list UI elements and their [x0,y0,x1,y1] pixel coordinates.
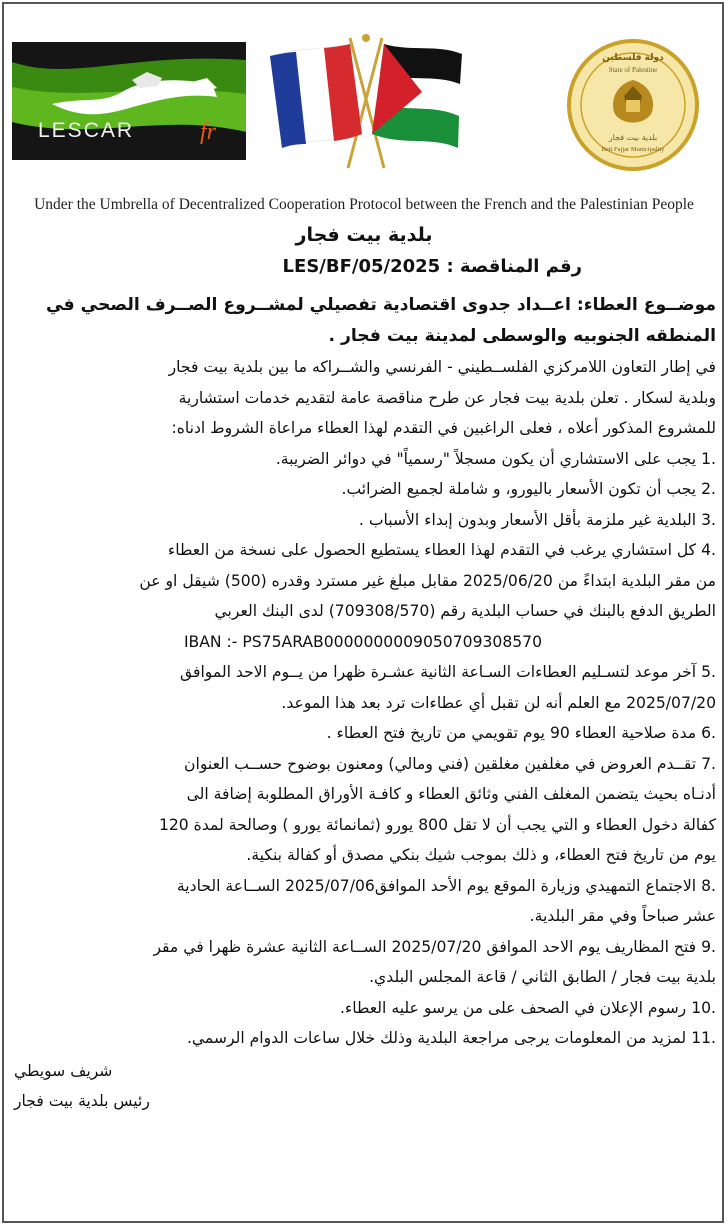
intro-line: في إطار التعاون اللامركزي الفلســطيني - الفرنسي والشــراكه ما بين بلدية بيت فجار [168,358,716,376]
intro-line: وبلدية لسكار . تعلن بلدية بيت فجار عن طرح مناقصة عامة لتقديم خدمات استشارية [178,388,716,407]
announcement-body [10,290,716,1117]
palestine-flag [372,44,462,148]
lescar-wordmark: LESCAR [38,119,135,142]
tender-number [283,256,582,277]
item-number: 5. [701,663,716,681]
intro [10,352,716,444]
municipality-title: بلدية بيت فجار [295,224,433,246]
item-number: 7. [701,754,716,773]
item-number: 3. [701,510,716,529]
seal-bottom-en: Beit Fajjar Municipality [601,146,665,153]
iban-number: IBAN :- PS75ARAB000000000905070930857​0 [183,632,543,651]
item-number: 10. [691,998,716,1017]
lescar-logo [12,42,246,160]
municipality-seal [566,38,700,172]
item-text-continued: 2025/07/20 مع العلم أنه لن تقبل أي عطاءات ترد بعد هذا الموعد. [281,693,716,712]
item-number: 6. [701,724,716,742]
condition-item [10,993,716,1024]
item-text-continued: يوم من تاريخ فتح العطاء، و ذلك بموجب شيك بنكي مصدق أو كفالة بنكية. [246,846,716,864]
item-text: فتح المظاريف يوم الاحد الموافق 2025/07/20 الســاعة الثانية عشرة ظهرا في مقر [153,937,697,956]
item-text: رسوم الإعلان في الصحف على من يرسو عليه العطاء. [339,998,687,1017]
france-flag [270,44,362,148]
condition-item [10,871,716,902]
seal-bottom-ar: بلدية بيت فجار [608,133,658,142]
condition-item [10,718,716,749]
tender-code: LES/BF/05/2025 [282,256,441,277]
item-number: 2. [701,480,716,498]
condition-item [10,932,716,963]
condition-item [10,535,716,566]
seal-top-text: دولة فلسطين [602,53,664,63]
lescar-fr: fr [200,119,217,145]
item-text: لمزيد من المعلومات يرجى مراجعة البلدية وذلك خلال ساعات الدوام الرسمي. [186,1029,687,1047]
condition-item [10,657,716,688]
subject-line: موضــوع العطاء: اعــداد جدوى اقتصادية تفصيلي لمشــروع الصــرف الصحي في [46,295,716,315]
item-number: 11. [691,1029,716,1047]
item-number: 4. [701,541,716,559]
item-text: يجب أن تكون الأسعار باليورو، و شاملة لجميع الضرائب. [341,480,697,498]
item-text-continued: من مقر البلدية ابتداءً من 2025/06/20 مقابل مبلغ غير مسترد وقدره (500) شيقل او عن [139,571,716,590]
condition-item [10,749,716,780]
english-title: Under the Umbrella of Decentralized Cooperation Protocol between the French and the Palestinian People [34,196,694,213]
item-text-continued: كفالة دخول العطاء و التي يجب أن لا تقل 800 يورو (ثمانمائة يورو ) وصالحة لمدة 120 [158,815,716,834]
crossed-flags-image [262,30,472,170]
tender-label: رقم المناقصة : [446,256,582,277]
signature-title: رئيس بلدية بيت فجار [14,1092,150,1110]
condition-item [10,444,716,475]
signature-name: شريف سويطي [14,1061,113,1080]
item-text: البلدية غير ملزمة بأقل الأسعار وبدون إبداء الأسباب . [358,510,697,529]
seal-en-text: State of Palestine [608,66,658,74]
subject-line: المنطقه الجنوبيه والوسطى لمدينة بيت فجار . [328,326,716,346]
item-text-continued: أدنـاه بحيث يتضمن المغلف الفني وثائق العطاء و كافـة الأوراق المطلوبة إضافة الى [186,785,716,803]
item-text: كل استشاري يرغب في التقدم لهذا العطاء يستطيع الحصول على نسخة من العطاء [167,541,697,559]
item-text-continued: عشر صباحاً وفي مقر البلدية. [529,907,716,925]
intro-line: للمشروع المذكور أعلاه ، فعلى الراغبين في التقدم لهذا العطاء مراعاة الشروط ادناه: [171,419,716,437]
item-number: 8. [701,876,716,895]
item-text: مدة صلاحية العطاء 90 يوم تقويمي من تاريخ فتح العطاء . [326,724,697,742]
item-text: آخر موعد لتسـليم العطاءات السـاعة الثانية عشـرة ظهرا من يــوم الاحد الموافق [180,663,697,681]
condition-item [10,505,716,536]
subject [10,290,716,352]
item-text: تقــدم العروض في مغلفين مغلقين (فني ومالي) ومعنون بوضوح حســب العنوان [184,754,697,773]
item-number: 1. [701,449,716,468]
item-text: يجب على الاستشاري أن يكون مسجلاً "رسمياً" في دوائر الضريبة. [275,449,697,468]
condition-item [10,474,716,505]
item-text: الاجتماع التمهيدي وزيارة الموقع يوم الأحد الموافق2025/07/06 الســاعة الحادية [176,876,697,895]
item-text-continued: بلدية بيت فجار / الطابق الثاني / قاعة المجلس البلدي. [369,968,716,986]
item-number: 9. [701,937,716,956]
item-text-continued: الطريق الدفع بالبنك في حساب البلدية رقم (709308/570) لدى البنك العربي [214,602,716,620]
condition-item [10,1023,716,1054]
